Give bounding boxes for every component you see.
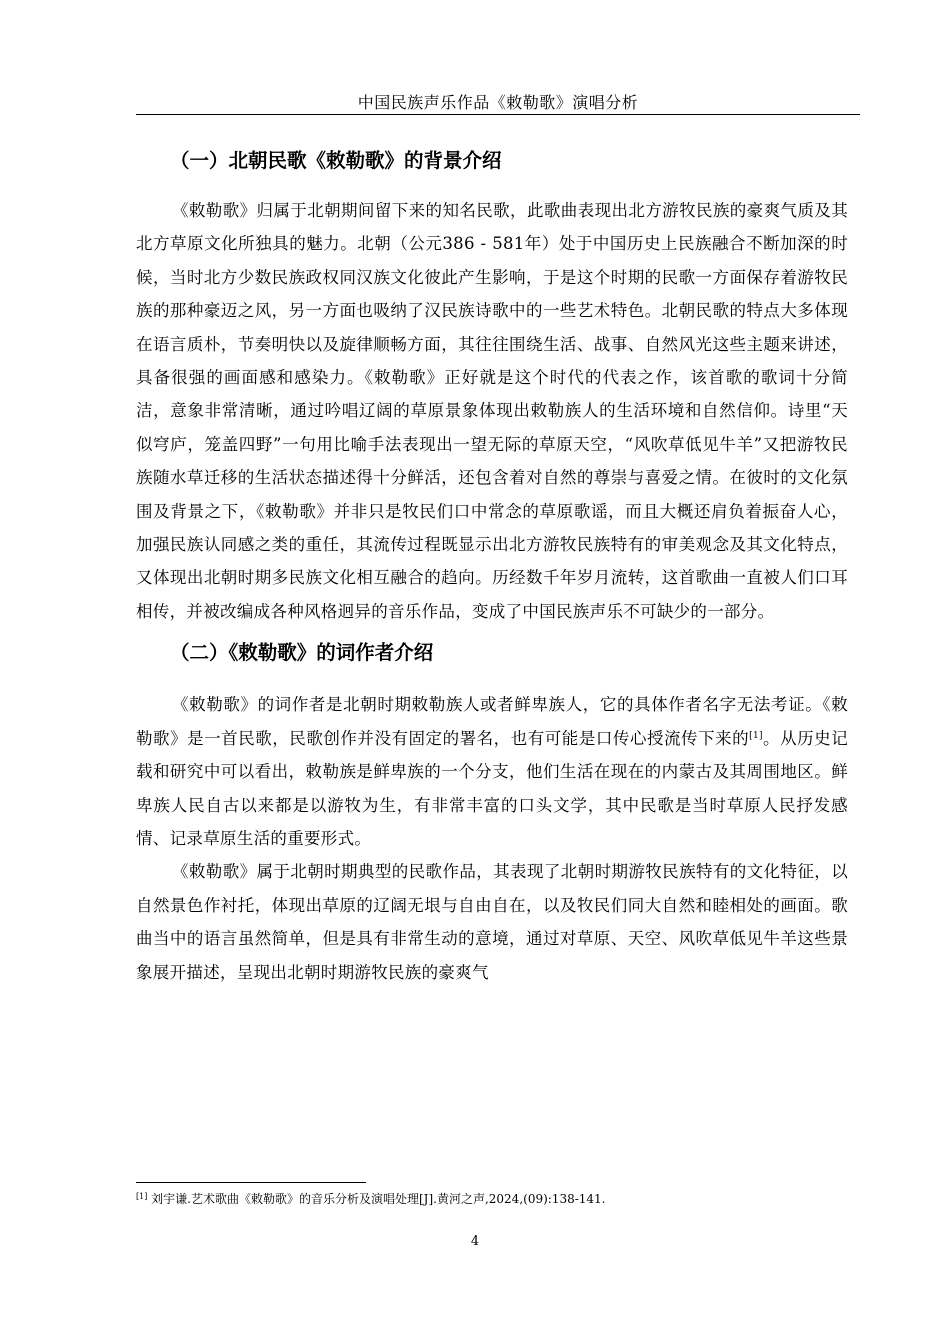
page-number: 4: [470, 1234, 480, 1249]
footnote: [136, 1190, 848, 1208]
header-rule: [136, 114, 860, 115]
section-1-paragraph: 《敕勒歌》归属于北朝期间留下来的知名民歌，此歌曲表现出北方游牧民族的豪爽气质及其北方草原文化所独具的魅力。北朝（公元386 - 581年）处于中国历史上民族融合不断加深的时候，当时北方少数民族政权同汉族文化彼此产生影响，于是这个时期的民歌一方面保存着游牧民族的那种豪迈之风，另一方面也吸纳了汉民族诗歌中的一些艺术特色。北朝民歌的特点大多体现在语言质朴，节奏明快以及旋律顺畅方面，其往往围绕生活、战事、自然风光这些主题来讲述，具备很强的画面感和感染力。《敕勒歌》正好就是这个时代的代表之作，该首歌的歌词十分简洁，意象非常清晰，通过吟唱辽阔的草原景象体现出敕勒族人的生活环境和自然信仰。诗里“天似穹庐，笼盖四野”一句用比喻手法表现出一望无际的草原天空，“风吹草低见牛羊”又把游牧民族随水草迁移的生活状态描述得十分鲜活，还包含着对自然的尊崇与喜爱之情。在彼时的文化氛围及背景之下，《敕勒歌》并非只是牧民们口中常念的草原歌谣，而且大概还肩负着振奋人心，加强民族认同感之类的重任，其流传过程既显示出北方游牧民族特有的审美观念及其文化特点，又体现出北朝时期多民族文化相互融合的趋向。历经数千年岁月流转，这首歌曲一直被人们口耳相传，并被改编成各种风格迥异的音乐作品，变成了中国民族声乐不可缺少的一部分。: [136, 201, 848, 621]
footnote-marker: [1]: [136, 1192, 148, 1201]
paragraph-text: 。从历史记载和研究中可以看出，敕勒族是鲜卑族的一个分支，他们生活在现在的内蒙古及其周围地区。鲜卑族人民自古以来都是以游牧为生，有非常丰富的口头文学，其中民歌是当时草原人民抒发感情、记录草原生活的重要形式。: [136, 728, 848, 848]
section-2-paragraph-1: [136, 688, 848, 855]
paragraph-text: 《敕勒歌》的词作者是北朝时期敕勒族人或者鲜卑族人，它的具体作者名字无法考证。《敕勒歌》是一首民歌，民歌创作并没有固定的署名，也有可能是口传心授流传下来的: [136, 695, 848, 748]
footnote-rule: [136, 1182, 366, 1183]
body-text: [136, 140, 848, 989]
section-2-heading: （二）《敕勒歌》的词作者介绍: [170, 641, 434, 665]
section-2-paragraph-2: 《敕勒歌》属于北朝时期典型的民歌作品，其表现了北朝时期游牧民族特有的文化特征，以自然景色作衬托，体现出草原的辽阔无垠与自由自在，以及牧民们同大自然和睦相处的画面。歌曲当中的语言虽然简单，但是具有非常生动的意境，通过对草原、天空、风吹草低见牛羊这些景象展开描述，呈现出北朝时期游牧民族的豪爽气: [136, 862, 848, 982]
footnote-text: 刘宇谦.艺术歌曲《敕勒歌》的音乐分析及演唱处理[J].黄河之声,2024,(09):138-141.: [147, 1192, 606, 1206]
citation-ref[interactable]: [1]: [749, 730, 763, 741]
section-1-heading: （一）北朝民歌《敕勒歌》的背景介绍: [170, 149, 502, 172]
running-head: 中国民族声乐作品《敕勒歌》演唱分析: [357, 93, 639, 112]
